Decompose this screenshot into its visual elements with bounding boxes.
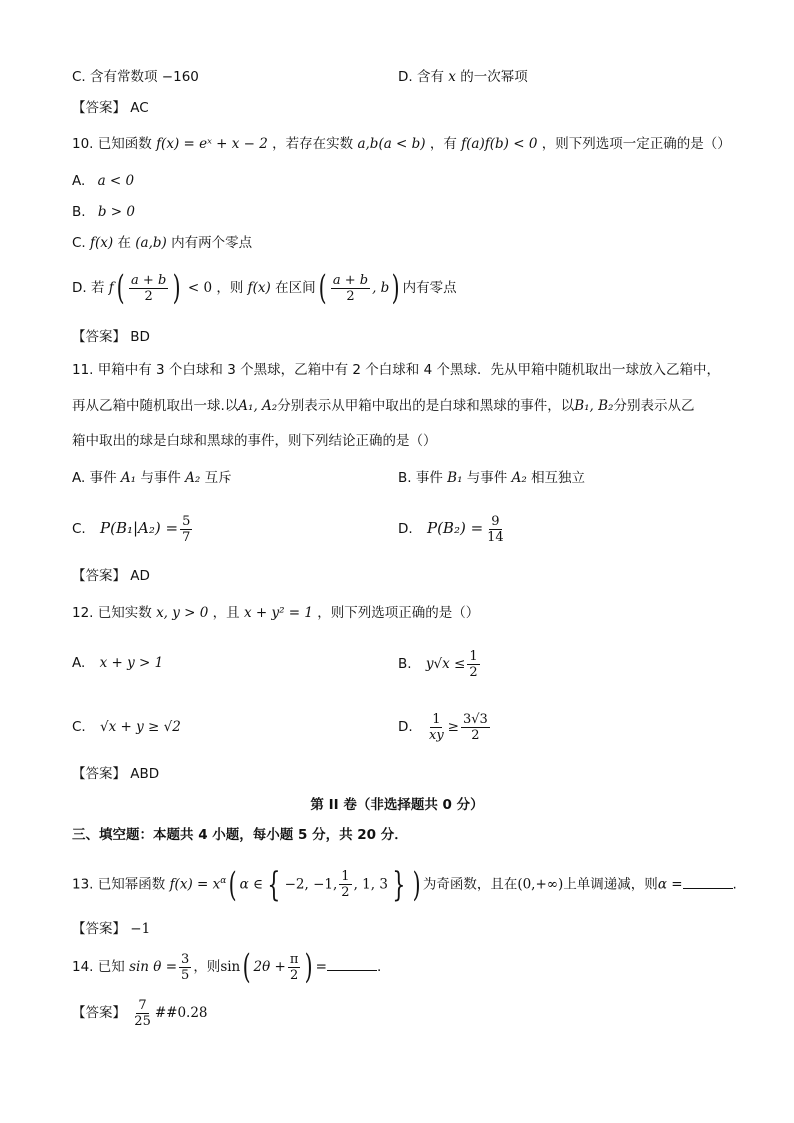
option-math: f(x) [90,235,114,251]
answer-value: ##0.28 [154,1005,208,1021]
q13-interval: (0,+∞) [517,876,564,893]
fraction [339,869,351,900]
option-label: D. 若 [72,280,105,296]
fraction-num: 5 [182,513,191,529]
option-math: f [108,280,114,296]
q14-inner: 2θ + [253,959,286,975]
q11-option-b [398,469,585,487]
fraction [461,712,490,743]
q11-line2-mid: 分别表示从甲箱中取出的是白球和黑球的事件，以 [277,398,575,414]
paren-right: ) [305,947,314,987]
brace-left: { [267,864,281,905]
q9-answer [72,99,149,117]
option-text: B. 事件 [398,470,443,486]
fraction-den: 2 [341,885,350,900]
answer-value: −1 [130,921,151,937]
fraction-num: a + b [332,272,369,288]
q11-line2-pre: 再从乙箱中随机取出一球.以 [72,398,239,414]
fraction-num: 7 [138,997,147,1013]
brace-right: } [392,864,406,905]
q13-end: . [732,876,737,893]
q11-line1: 11. 甲箱中有 3 个白球和 3 个黑球，乙箱中有 2 个白球和 4 个黑球．先从甲箱中随机取出一球放入乙箱中， [72,362,720,378]
q11-option-c [72,510,194,547]
section-title-text: 第 II 卷（非选择题共 0 分） [310,797,484,813]
q10-option-b [72,203,135,221]
q12-condition: x + y² = 1 [243,605,313,621]
option-math: A₂ [185,470,201,486]
q14-answer [72,996,208,1030]
fraction [179,952,191,983]
q10-stem-mid: ，若存在实数 [272,136,354,152]
answer-value: AC [130,100,149,116]
option-math: a < 0 [97,173,135,189]
fraction [288,952,301,983]
q12-answer [72,765,159,783]
answer-label: 【答案】 [72,921,126,937]
q11-line3: 箱中取出的球是白球和黑球的事件，则下列结论正确的是（） [72,433,437,449]
q9-option-c [72,68,199,86]
q12-option-b [398,646,482,682]
paren-left: ( [228,864,237,905]
q11-line2-vars2: B₁, B₂ [574,398,614,414]
q14-end: . [376,959,382,975]
fraction-den: 2 [144,288,153,304]
option-label: C. [72,521,86,537]
q14-stem [72,947,381,987]
paren-left: ( [318,268,327,308]
q12-option-c [72,718,181,736]
fraction-den: 14 [487,529,504,545]
q13-exponent: α [220,876,227,886]
option-math: A₂ [511,470,527,486]
q14-stem-mid: ，则 [193,959,221,975]
q14-stem-pre: 14. 已知 [72,959,125,975]
fraction [467,649,479,680]
answer-value: ABD [130,766,160,782]
option-label: A. [72,655,86,671]
q10-stem-post: ，则下列选项一定正确的是（） [541,136,731,152]
q9-option-d-pre: D. 含有 [398,69,444,85]
option-label: D. [398,719,413,735]
fraction-num: 1 [341,869,350,884]
q11-stem-line1 [72,361,720,379]
fraction-num: 1 [469,648,478,664]
option-math: ≥ [447,719,459,735]
q12-stem [72,604,479,622]
paren-left: ( [116,268,125,308]
fraction-den: 2 [346,288,355,304]
fraction-den: xy [428,727,444,743]
q13-set-b: , 1, 3 [353,876,388,893]
paren-right: ) [412,864,421,905]
q10-option-c [72,234,252,252]
answer-blank[interactable] [327,958,377,971]
fraction-num: 1 [432,711,441,727]
answer-value: AD [130,568,150,584]
paren-right: ) [172,268,181,308]
answer-value: BD [130,329,150,345]
q10-answer [72,328,150,346]
q14-sin2: sin [220,959,241,975]
fraction-den: 5 [181,967,190,983]
q10-stem-pre: 10. 已知函数 [72,136,152,152]
fraction [129,273,168,304]
fraction [331,273,370,304]
q11-option-a [72,469,232,487]
option-math: y√x ≤ [425,656,466,672]
fraction-num: π [289,951,299,967]
q11-line2-post: 分别表示从乙 [613,398,695,414]
q12-option-d [398,708,492,746]
answer-label: 【答案】 [72,329,126,345]
q14-sin: sin θ = [129,959,178,975]
option-text: 在区间 [275,280,316,296]
q10-stem [72,135,731,153]
q9-option-d-var: x [448,69,456,85]
q13-stem-mid: 为奇函数，且在 [422,876,518,893]
option-text: 相互独立 [531,470,586,486]
fraction-num: 3 [181,951,190,967]
option-label: C. [72,235,86,251]
fraction-den: 2 [289,967,299,983]
answer-label: 【答案】 [72,1005,126,1021]
answer-blank[interactable] [683,876,733,889]
q13-answer [72,920,150,938]
option-math: (a,b) [135,235,167,251]
option-text: 内有零点 [402,280,457,296]
option-text: 与事件 [140,470,181,486]
q13-alpha: α = [657,876,683,893]
fraction [132,998,153,1029]
q12-option-a [72,654,163,672]
q10-option-a [72,172,134,190]
q11-stem-line3 [72,432,437,450]
fraction-den: 7 [182,529,191,545]
option-text: 内有两个零点 [171,235,253,251]
q10-option-d [72,266,457,310]
option-math: b > 0 [97,204,135,220]
q11-option-d [398,510,508,547]
option-label: C. [72,719,86,735]
option-label: B. [398,656,412,672]
q11-line2-vars: A₁, A₂ [238,398,278,414]
q9-option-d-post: 的一次幂项 [460,69,528,85]
paren-left: ( [242,947,251,987]
q13-stem-pre: 13. 已知幂函数 [72,876,166,893]
q12-stem-pre: 12. 已知实数 [72,605,152,621]
option-text: 互斥 [204,470,232,486]
q9-option-c-text: C. 含有常数项 −160 [72,69,199,85]
option-math: < 0 [187,280,213,296]
fraction [427,712,446,743]
answer-label: 【答案】 [72,766,126,782]
option-math: f(x) [247,280,271,296]
fraction-den: 25 [134,1013,151,1029]
option-math: B₁ [447,470,463,486]
fraction [485,514,506,545]
q10-function: f(x) = eˣ + x − 2 [156,136,268,152]
option-math: , b [372,280,390,296]
option-math: A₁ [120,470,137,486]
fraction-num: a + b [131,272,167,288]
option-text: 在 [117,235,131,251]
q13-set-a: −2, −1, [284,876,338,893]
option-text: 与事件 [466,470,508,486]
fraction-den: 2 [469,664,478,680]
section-heading-text: 三、填空题：本题共 4 小题，每小题 5 分，共 20 分． [72,827,408,843]
q14-eq: = [315,959,327,975]
fraction-num: 9 [491,513,500,529]
q11-stem-line2 [72,397,694,415]
option-math: √x + y ≥ √2 [100,719,181,735]
option-math: P(B₂) = [426,519,484,537]
answer-label: 【答案】 [72,568,126,584]
q13-stem [72,858,737,908]
option-math: P(B₁|A₂) = [100,519,179,537]
fraction-num: 3√3 [462,711,488,727]
section-title [0,796,794,814]
option-label: B. [72,204,86,220]
section-heading [72,826,408,844]
option-label: A. [72,173,86,189]
option-text: ，则 [216,280,244,296]
q13-stem-post: 上单调递减，则 [563,876,658,893]
q13-function: f(x) = x [169,876,221,893]
paren-right: ) [391,268,400,308]
answer-label: 【答案】 [72,100,126,116]
q12-stem-mid: ，且 [212,605,240,621]
q9-option-d [398,68,528,86]
q12-vars: x, y > 0 [156,605,209,621]
q13-set-pre: α ∈ [239,876,263,893]
fraction [180,514,192,545]
fraction-den: 2 [471,727,480,743]
q10-stem-mid2: ，有 [429,136,457,152]
option-label: D. [398,521,413,537]
q10-condition: f(a)f(b) < 0 [461,136,538,152]
q11-answer [72,567,150,585]
q12-stem-post: ，则下列选项正确的是（） [317,605,480,621]
q10-vars: a,b(a < b) [357,136,426,152]
option-text: A. 事件 [72,470,117,486]
option-math: x + y > 1 [99,655,164,671]
